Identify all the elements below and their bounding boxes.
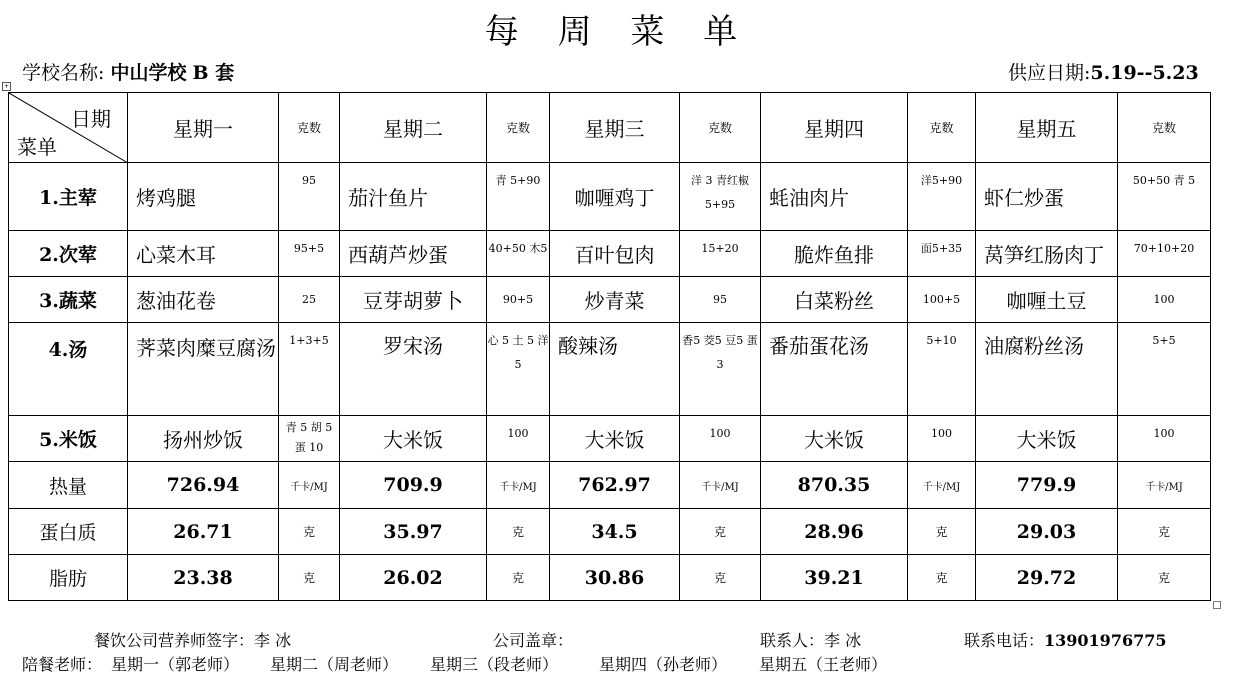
nutrition-unit: 克 [680, 509, 761, 555]
nutrition-unit: 克 [908, 555, 976, 601]
gram-cell: 100 [680, 416, 761, 462]
gram-cell: 洋 3 青红椒 5+95 [680, 163, 761, 231]
nutrition-unit: 千卡/MJ [908, 462, 976, 509]
dish-cell: 莴笋红肠肉丁 [976, 231, 1118, 277]
gram-cell: 青 5 胡 5 蛋 10 [279, 416, 340, 462]
nutrition-value: 762.97 [550, 462, 680, 509]
nutrition-row [9, 509, 1211, 555]
nutrition-label: 脂肪 [9, 555, 128, 601]
nutrition-unit: 克 [487, 509, 550, 555]
nutrition-value: 28.96 [761, 509, 908, 555]
dish-cell: 大米饭 [340, 416, 487, 462]
nutrition-value: 29.72 [976, 555, 1118, 601]
gram-cell: 香5 茭5 豆5 蛋3 [680, 323, 761, 416]
gram-cell: 1+3+5 [279, 323, 340, 416]
day-header: 星期三 [550, 93, 680, 163]
menu-row [9, 231, 1211, 277]
nutrition-row [9, 555, 1211, 601]
nutrition-unit: 克 [1118, 509, 1211, 555]
table-move-handle[interactable]: + [3, 83, 10, 90]
dish-cell: 豆芽胡萝卜 [340, 277, 487, 323]
nutrition-label: 热量 [9, 462, 128, 509]
teacher-wednesday: 星期三（段老师） [430, 655, 559, 674]
row-label: 2.次荤 [9, 231, 128, 277]
gram-cell: 70+10+20 [1118, 231, 1211, 277]
gram-header: 克数 [908, 93, 976, 163]
dish-cell: 脆炸鱼排 [761, 231, 908, 277]
supply-label: 供应日期: [1008, 62, 1091, 84]
header-row [9, 93, 1211, 163]
nutrition-label: 蛋白质 [9, 509, 128, 555]
gram-cell: 95+5 [279, 231, 340, 277]
gram-cell: 5+10 [908, 323, 976, 416]
nutrition-value: 726.94 [128, 462, 279, 509]
nutrition-unit: 克 [1118, 555, 1211, 601]
gram-cell: 100 [1118, 416, 1211, 462]
nutrition-value: 26.02 [340, 555, 487, 601]
corner-date-label: 日期 [71, 107, 111, 131]
gram-cell: 心 5 土 5 洋5 [487, 323, 550, 416]
nutrition-value: 23.38 [128, 555, 279, 601]
gram-cell: 面5+35 [908, 231, 976, 277]
corner-cell [9, 93, 128, 163]
nutrition-value: 35.97 [340, 509, 487, 555]
teachers-label: 陪餐老师： [22, 655, 103, 674]
nutrition-unit: 克 [680, 555, 761, 601]
dish-cell: 炒青菜 [550, 277, 680, 323]
nutrition-unit: 千卡/MJ [1118, 462, 1211, 509]
dish-cell: 葱油花卷 [128, 277, 279, 323]
dish-cell: 西葫芦炒蛋 [340, 231, 487, 277]
gram-cell: 95 [279, 163, 340, 231]
nutrition-value: 779.9 [976, 462, 1118, 509]
menu-row [9, 277, 1211, 323]
gram-cell: 5+5 [1118, 323, 1211, 416]
nutrition-row [9, 462, 1211, 509]
dish-cell: 虾仁炒蛋 [976, 163, 1118, 231]
gram-cell: 100 [908, 416, 976, 462]
menu-row [9, 163, 1211, 231]
nutrition-value: 709.9 [340, 462, 487, 509]
dish-cell: 蚝油肉片 [761, 163, 908, 231]
phone-number: 13901976775 [1044, 631, 1167, 650]
school-info [22, 58, 234, 85]
menu-table [8, 92, 1211, 601]
gram-cell: 青 5+90 [487, 163, 550, 231]
page-title: 每 周 菜 单 [484, 12, 752, 52]
day-header: 星期四 [761, 93, 908, 163]
dish-cell: 心菜木耳 [128, 231, 279, 277]
dish-cell: 烤鸡腿 [128, 163, 279, 231]
teacher-thursday: 星期四（孙老师） [599, 655, 728, 674]
nutrition-unit: 克 [908, 509, 976, 555]
dish-cell: 油腐粉丝汤 [976, 323, 1118, 416]
gram-cell: 90+5 [487, 277, 550, 323]
supply-date [1008, 58, 1199, 85]
nutrition-value: 870.35 [761, 462, 908, 509]
row-label: 3.蔬菜 [9, 277, 128, 323]
nutritionist-signature: 餐饮公司营养师签字：李 冰 [94, 631, 292, 650]
nutrition-unit: 克 [279, 555, 340, 601]
gram-cell: 15+20 [680, 231, 761, 277]
dish-cell: 大米饭 [761, 416, 908, 462]
nutrition-unit: 千卡/MJ [279, 462, 340, 509]
dish-cell: 番茄蛋花汤 [761, 323, 908, 416]
dish-cell: 罗宋汤 [340, 323, 487, 416]
row-label: 5.米饭 [9, 416, 128, 462]
company-seal: 公司盖章： [493, 631, 574, 650]
gram-cell: 洋5+90 [908, 163, 976, 231]
nutrition-value: 30.86 [550, 555, 680, 601]
table-resize-handle[interactable] [1213, 601, 1221, 609]
menu-row [9, 323, 1211, 416]
gram-cell: 50+50 青 5 [1118, 163, 1211, 231]
gram-header: 克数 [279, 93, 340, 163]
dish-cell: 白菜粉丝 [761, 277, 908, 323]
dish-cell: 大米饭 [976, 416, 1118, 462]
row-label: 1.主荤 [9, 163, 128, 231]
nutrition-value: 34.5 [550, 509, 680, 555]
teacher-friday: 星期五（王老师） [759, 655, 888, 674]
nutrition-unit: 千卡/MJ [487, 462, 550, 509]
teacher-monday: 星期一（郭老师） [111, 655, 240, 674]
gram-cell: 40+50 木5 [487, 231, 550, 277]
row-label: 4.汤 [9, 323, 128, 416]
nutrition-value: 26.71 [128, 509, 279, 555]
day-header: 星期二 [340, 93, 487, 163]
gram-header: 克数 [1118, 93, 1211, 163]
gram-cell: 100 [1118, 277, 1211, 323]
corner-menu-label: 菜单 [17, 135, 57, 159]
gram-cell: 95 [680, 277, 761, 323]
supply-dates: 5.19--5.23 [1090, 62, 1199, 84]
gram-cell: 25 [279, 277, 340, 323]
dish-cell: 大米饭 [550, 416, 680, 462]
gram-header: 克数 [487, 93, 550, 163]
contact-phone [964, 628, 1166, 651]
teacher-tuesday: 星期二（周老师） [270, 655, 399, 674]
nutrition-unit: 克 [487, 555, 550, 601]
school-label: 学校名称: [22, 62, 105, 84]
dish-cell: 咖喱鸡丁 [550, 163, 680, 231]
day-header: 星期五 [976, 93, 1118, 163]
dish-cell: 咖喱土豆 [976, 277, 1118, 323]
contact-person: 联系人：李 冰 [760, 631, 862, 650]
nutrition-unit: 克 [279, 509, 340, 555]
school-name: 中山学校 [110, 62, 187, 84]
dish-cell: 百叶包肉 [550, 231, 680, 277]
day-header: 星期一 [128, 93, 279, 163]
dish-cell: 扬州炒饭 [128, 416, 279, 462]
gram-header: 克数 [680, 93, 761, 163]
nutrition-unit: 千卡/MJ [680, 462, 761, 509]
nutrition-value: 39.21 [761, 555, 908, 601]
gram-cell: 100 [487, 416, 550, 462]
school-set: B 套 [192, 62, 235, 84]
menu-row [9, 416, 1211, 462]
dish-cell: 酸辣汤 [550, 323, 680, 416]
nutrition-value: 29.03 [976, 509, 1118, 555]
dish-cell: 荠菜肉糜豆腐汤 [128, 323, 279, 416]
phone-label: 联系电话： [964, 631, 1045, 650]
gram-cell: 100+5 [908, 277, 976, 323]
dish-cell: 茄汁鱼片 [340, 163, 487, 231]
